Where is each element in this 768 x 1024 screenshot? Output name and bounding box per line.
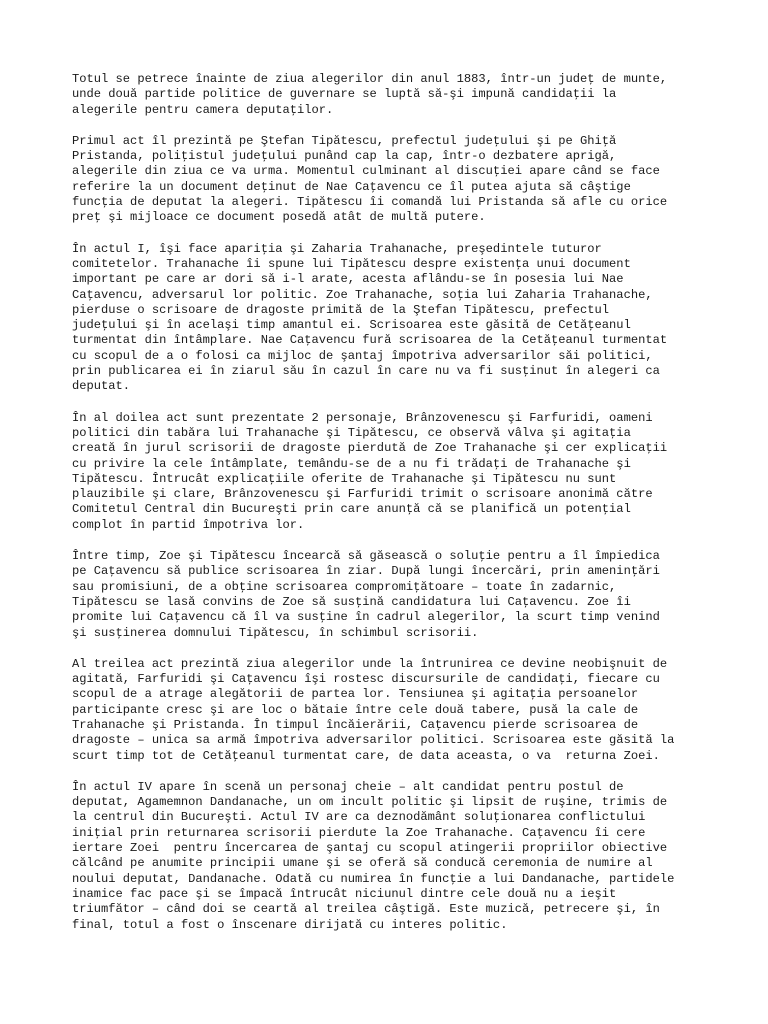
paragraph-act-two-continued: Între timp, Zoe şi Tipătescu încearcă să găsească o soluţie pentru a îl împiedica pe Caţavencu să publice scrisoarea în ziar. După lungi încercări, prin ameninţări sau promisiuni, de a obţine scrisoarea compromiţătoare – toate în zadarnic, Tipătescu se lasă convins de Zoe să susţină candidatura lui Caţavencu. Zoe îi promite lui Caţavencu că îl va susţine în cadrul alegerilor, la scurt timp venind şi susţinerea domnului Tipătescu, în schimbul scrisorii.: [72, 549, 660, 640]
paragraph-act-one: În actul I, îşi face apariţia şi Zaharia Trahanache, preşedintele tuturor comitetelor. Trahanache îi spune lui Tipătescu despre existenţa unui document important pe care ar dori să i-l arate, acesta aflându-se în posesia lui Nae Caţavencu, adversarul lor politic. Zoe Trahanache, soţia lui Zaharia Trahanache, pierduse o scrisoare de dragoste primită de la Ştefan Tipătescu, prefectul judeţului şi în acelaşi timp amantul ei. Scrisoarea este găsită de Cetăţeanul turmentat din întâmplare. Nae Caţavencu fură scrisoarea de la Cetăţeanul turmentat cu scopul de a o folosi ca mijloc de şantaj împotriva adversarilor săi politici, prin publicarea ei în ziarul său în cazul în care nu va fi susţinut în alegeri ca deputat.: [72, 241, 668, 394]
paragraph-act-two: În al doilea act sunt prezentate 2 personaje, Brânzovenescu şi Farfuridi, oameni politici din tabăra lui Trahanache şi Tipătescu, ce observă vâlva şi agitaţia creată în jurul scrisorii de dragoste pierdută de Zoe Trahanache şi cer explicaţii cu privire la cele întâmplate, temându-se de a nu fi trădaţi de Trahanache şi Tipătescu. Întrucât explicaţiile oferite de Trahanache şi Tipătescu nu sunt plauzibile şi clare, Brânzovenescu şi Farfuridi trimit o scrisoare anonimă către Comitetul Central din Bucureşti prin care anunţă că se planifică un potenţial complot în partid împotriva lor.: [72, 410, 668, 532]
paragraph-act-three: Al treilea act prezintă ziua alegerilor unde la întrunirea ce devine neobişnuit de agitată, Farfuridi şi Caţavencu îşi rostesc discursurile de candidaţi, fiecare cu scopul de a atrage alegătorii de partea lor. Tensiunea şi agitaţia persoanelor participante cresc şi are loc o bătaie între cele două tabere, pusă la cale de Trahanache şi Pristanda. În timpul încăierării, Caţavencu pierde scrisoarea de dragoste – unica sa armă împotriva adversarilor politici. Scrisoarea este găsită la scurt timp tot de Cetăţeanul turmentat care, de data aceasta, o va returna Zoei.: [72, 656, 675, 763]
paragraph-act-four: În actul IV apare în scenă un personaj cheie – alt candidat pentru postul de deputat, Agamemnon Dandanache, un om incult politic şi lipsit de ruşine, trimis de la centrul din Bucureşti. Actul IV are ca deznodământ soluţionarea conflictului iniţial prin returnarea scrisorii pierdute la Zoe Trahanache. Caţavencu îi cere iertare Zoei pentru încercarea de şantaj cu scopul atingerii propriilor obiective călcând pe anumite principii umane şi se oferă să conducă ceremonia de numire al noului deputat, Dandanache. Odată cu numirea în funcţie a lui Dandanache, partidele inamice fac pace şi se împacă întrucât niciunul dintre cele două nu a ieşit triumfător – când doi se ceartă al treilea câştigă. Este muzică, petrecere şi, în final, totul a fost o înscenare dirijată cu interes politic.: [72, 779, 675, 932]
paragraph-intro: Totul se petrece înainte de ziua alegerilor din anul 1883, într-un judeţ de munte, unde două partide politice de guvernare se luptă să-şi impună candidaţii la alegerile pentru camera deputaţilor.: [72, 72, 668, 117]
paragraph-act-one-opening: Primul act îl prezintă pe Ştefan Tipătescu, prefectul judeţului şi pe Ghiţă Pristanda, poliţistul judeţului punând cap la cap, într-o dezbatere aprigă, alegerile din ziua ce va urma. Momentul culminant al discuţiei apare când se face referire la un document deţinut de Nae Caţavencu ce îl putea ajuta să câştige funcţia de deputat la alegeri. Tipătescu îi comandă lui Pristanda să afle cu orice preţ şi mijloace ce document posedă atât de multă putere.: [72, 133, 668, 225]
